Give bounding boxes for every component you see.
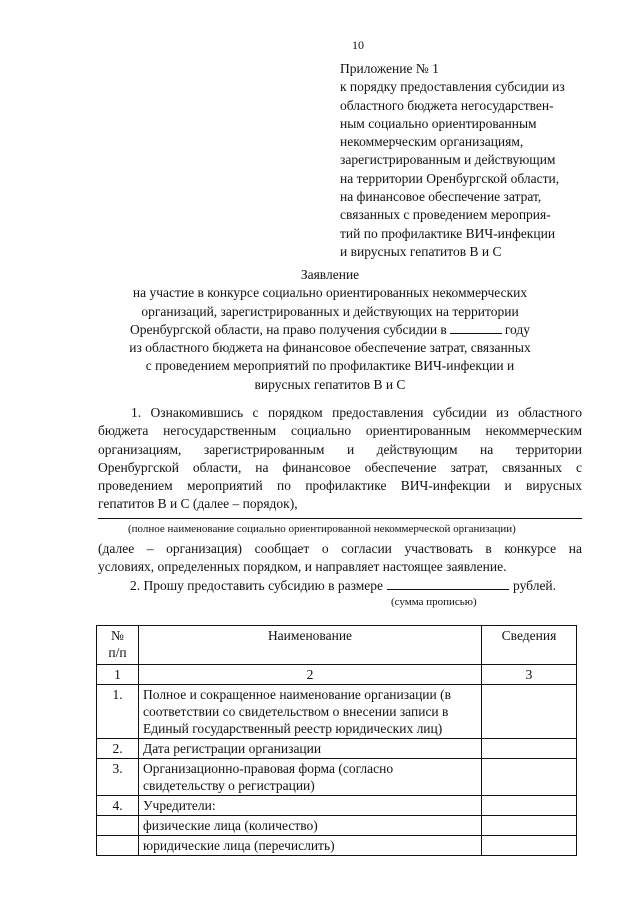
word: мероприятий: [186, 478, 263, 494]
word: связанных: [502, 459, 563, 475]
word: зарегистрированным: [203, 441, 325, 457]
title-line: [80, 321, 580, 339]
word: Оренбургской: [98, 459, 179, 475]
column-number: 2: [139, 665, 482, 685]
column-number-row: [97, 665, 577, 685]
word: организациям,: [98, 441, 182, 457]
word: территории: [515, 441, 582, 457]
row-value-cell[interactable]: [482, 739, 577, 759]
justified-line: [98, 422, 582, 440]
word: порядком: [267, 405, 323, 420]
sum-caption: (сумма прописью): [391, 596, 477, 608]
row-label: юридические лица (перечислить): [139, 836, 482, 856]
word: из: [496, 405, 509, 420]
subsidy-request-line: [130, 577, 556, 594]
word: затрат,: [450, 459, 489, 475]
title-line-text: Оренбургской области, на право получения субсидии в: [130, 321, 447, 337]
title-line: с проведением мероприятий по профилактике ВИЧ-инфекции и: [145, 358, 515, 374]
row-label: Организационно-правовая форма (согласно свидетельству о регистрации): [139, 759, 482, 796]
row-value-cell[interactable]: [482, 685, 577, 739]
justified-line: [98, 441, 582, 459]
table-header-row: [97, 626, 577, 665]
word: сообщает: [254, 541, 310, 556]
header-info: Сведения: [482, 626, 577, 665]
row-number: 2.: [97, 739, 139, 759]
word: по: [277, 478, 292, 494]
title-line: на участие в конкурсе социально ориентированных некоммерческих: [132, 285, 528, 301]
word: ВИЧ-инфекции: [400, 478, 491, 494]
word: финансовое: [282, 459, 351, 475]
word: (далее: [98, 541, 135, 556]
word: профилактике: [305, 478, 387, 494]
subsidy-request-text: рублей.: [513, 578, 557, 593]
word: социально: [290, 423, 352, 439]
word: конкурсе: [504, 541, 557, 556]
word: вирусных: [526, 478, 582, 494]
word: проведением: [98, 478, 173, 494]
title-line: вирусных гепатитов В и С: [254, 376, 406, 392]
word: организация): [166, 541, 243, 556]
word: и: [504, 478, 512, 494]
header-num: № п/п: [97, 626, 139, 665]
word: согласии: [341, 541, 392, 556]
organization-name-caption: (полное наименование социально ориентированной некоммерческой организации): [128, 523, 516, 535]
year-blank-field[interactable]: [450, 321, 502, 334]
word: 1.: [131, 405, 142, 420]
appendix-line: Приложение № 1: [340, 61, 439, 76]
paragraph-2: [98, 540, 582, 577]
word: некоммерческим: [485, 423, 582, 439]
word: на: [568, 541, 582, 556]
row-value-cell[interactable]: [482, 836, 577, 856]
justified-line: [98, 540, 582, 558]
document-heading: Заявление: [300, 267, 360, 282]
word: с: [575, 459, 582, 475]
title-line: из областного бюджета на финансовое обеспечение затрат, связанных: [129, 340, 531, 356]
row-value-cell[interactable]: [482, 796, 577, 816]
row-number: 3.: [97, 759, 139, 796]
appendix-line: тий по профилактике ВИЧ-инфекции: [340, 225, 556, 241]
appendix-line: зарегистрированным и действующим: [340, 152, 556, 168]
organization-name-blank-field[interactable]: [98, 518, 582, 519]
word: и: [346, 441, 355, 457]
row-label: физические лица (количество): [139, 816, 482, 836]
row-number: 1.: [97, 685, 139, 739]
word: на: [255, 459, 269, 475]
row-value-cell[interactable]: [482, 759, 577, 796]
appendix-line: и вирусных гепатитов В и С: [340, 243, 502, 259]
table-row: [97, 816, 577, 836]
word: действующим: [376, 441, 458, 457]
paragraph-1: [98, 404, 582, 514]
word: негосударственным: [163, 423, 277, 439]
subsidy-amount-blank-field[interactable]: [387, 577, 509, 590]
word: о: [321, 541, 329, 556]
word: участвовать: [404, 541, 473, 556]
word: с: [252, 405, 259, 420]
table-row: [97, 836, 577, 856]
appendix-header: [340, 60, 590, 261]
row-label: Учредители:: [139, 796, 482, 816]
word: в: [485, 541, 492, 556]
justified-line: [98, 404, 582, 422]
appendix-line: некоммерческим организациям,: [340, 134, 524, 150]
row-label: Полное и сокращенное наименование организации (в соответствии со свидетельством о внесении записи в Единый государственный реестр юридических лиц): [139, 685, 482, 739]
organization-info-table: [96, 625, 577, 856]
column-number: 1: [97, 665, 139, 685]
word: обеспечение: [364, 459, 437, 475]
row-label: Дата регистрации организации: [139, 739, 482, 759]
table-row: [97, 796, 577, 816]
word: бюджета: [98, 423, 149, 439]
title-line: организаций, зарегистрированных и действующих на территории: [141, 303, 519, 319]
word: –: [146, 541, 154, 556]
appendix-line: на финансовое обеспечение затрат,: [340, 189, 542, 205]
appendix-line: областного бюджета негосударствен-: [340, 97, 554, 113]
word: Ознакомившись: [150, 405, 244, 420]
table-row: [97, 739, 577, 759]
table-row: [97, 685, 577, 739]
row-number-empty: [97, 836, 139, 856]
page-number: 10: [352, 38, 364, 52]
justified-line: [98, 459, 582, 477]
application-title: [80, 266, 580, 394]
row-number: 4.: [97, 796, 139, 816]
word: областного: [518, 405, 582, 420]
appendix-line: на территории Оренбургской области,: [340, 170, 560, 186]
word: субсидии: [432, 405, 487, 420]
appendix-line: связанных с проведением мероприя-: [340, 207, 551, 223]
word: ориентированным: [365, 423, 471, 439]
title-line-text: году: [504, 321, 530, 337]
row-value-cell[interactable]: [482, 816, 577, 836]
header-name: Наименование: [139, 626, 482, 665]
appendix-line: ным социально ориентированным: [340, 115, 537, 131]
paragraph-line: условиях, определенных порядком, и направляет настоящее заявление.: [98, 559, 507, 575]
word: на: [480, 441, 494, 457]
paragraph-line: гепатитов В и С (далее – порядок),: [98, 496, 298, 512]
word: области,: [192, 459, 242, 475]
justified-line: [98, 477, 582, 495]
column-number: 3: [482, 665, 577, 685]
row-number-empty: [97, 816, 139, 836]
word: предоставления: [332, 405, 424, 420]
subsidy-request-text: 2. Прошу предоставить субсидию в размере: [130, 578, 384, 593]
table-row: [97, 759, 577, 796]
appendix-line: к порядку предоставления субсидии из: [340, 79, 565, 95]
